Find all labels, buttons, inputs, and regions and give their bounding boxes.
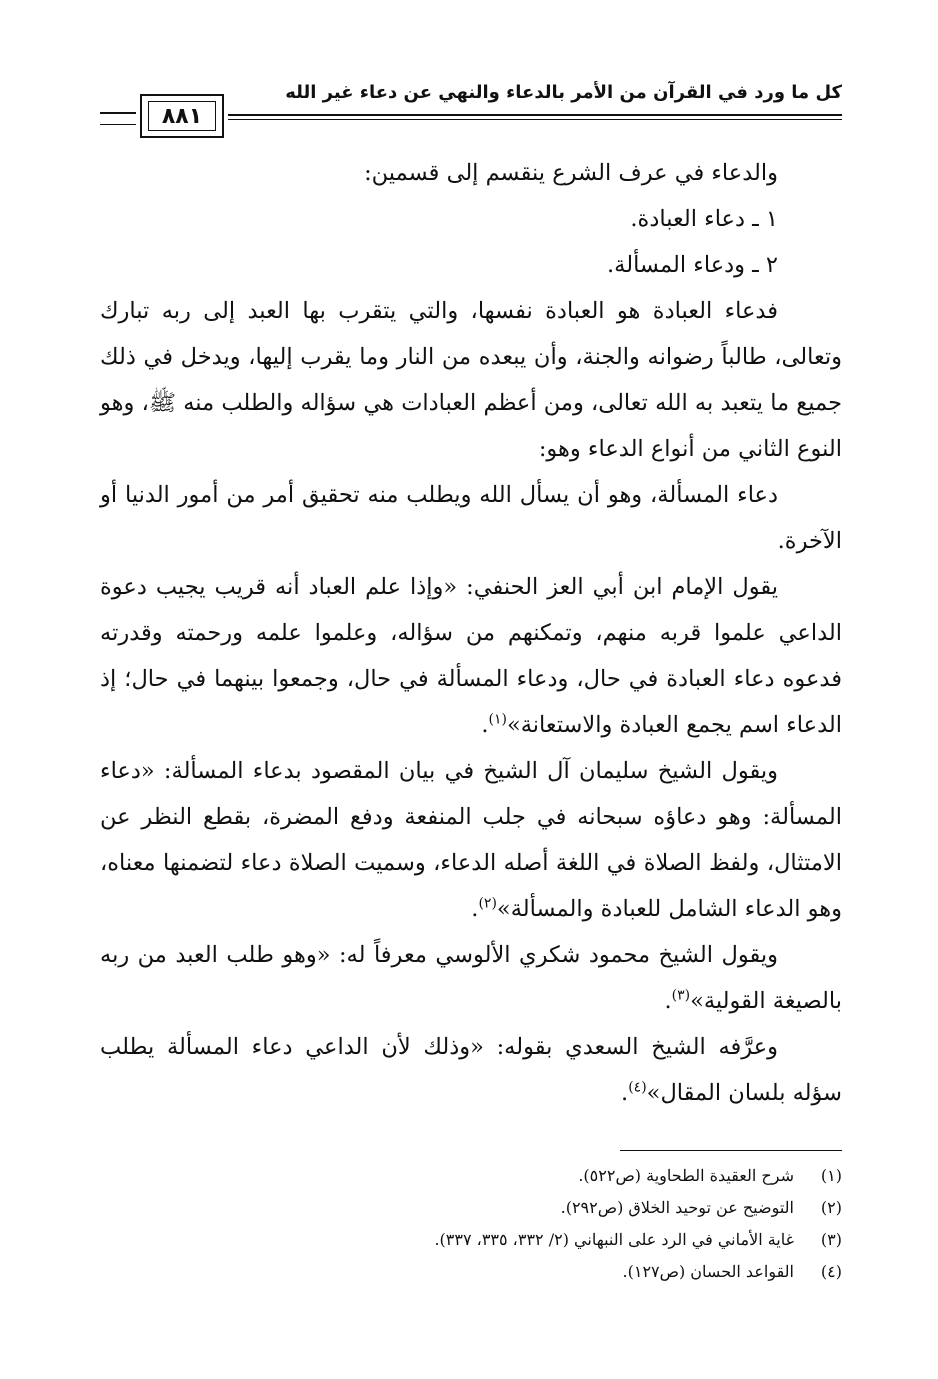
footnote-4 — [100, 1256, 842, 1288]
paragraph-6-text: وعرَّفه الشيخ السعدي بقوله: «وذلك لأن الداعي دعاء المسألة يطلب سؤله بلسان المقال» — [100, 1034, 842, 1106]
paragraph-5-text: ويقول الشيخ محمود شكري الألوسي معرفاً له: «وهو طلب العبد من ربه بالصيغة القولية» — [100, 942, 842, 1014]
paragraph-4-end: . — [471, 896, 479, 922]
paragraph-3-end: . — [481, 712, 489, 738]
page-header — [100, 72, 842, 142]
footnote-number: (١) — [820, 1166, 842, 1185]
body-text — [100, 150, 842, 1116]
footnote-text: غاية الأماني في الرد على النبهاني (٢/ ٣٣٢، ٣٣٥، ٣٣٧). — [434, 1230, 794, 1249]
paragraph-3 — [100, 564, 842, 748]
footnote-2 — [100, 1192, 842, 1224]
footnotes — [100, 1160, 842, 1288]
footnote-text: شرح العقيدة الطحاوية (ص٥٢٢). — [578, 1166, 794, 1185]
paragraph-3-text: يقول الإمام ابن أبي العز الحنفي: «وإذا علم العباد أنه قريب يجيب دعوة الداعي علموا قربه منهم، وتمكنهم من سؤاله، وعلموا علمه ورحمته وقدرته فدعوه دعاء العبادة في حال، ودعاء المسألة في حال، وجمعوا بينهما في حال؛ إذ الدعاء اسم يجمع العبادة والاستعانة» — [100, 574, 842, 738]
header-rule-left — [100, 112, 136, 125]
footnote-ref-4: (٤) — [628, 1079, 647, 1096]
running-title: كل ما ورد في القرآن من الأمر بالدعاء والنهي عن دعاء غير الله — [285, 82, 842, 103]
footnote-number: (٣) — [820, 1230, 842, 1249]
footnote-ref-2: (٢) — [478, 895, 497, 912]
paragraph-6 — [100, 1024, 842, 1116]
page-number-frame — [140, 94, 224, 138]
page-number: ٨٨١ — [148, 101, 216, 131]
footnote-number: (٤) — [820, 1262, 842, 1281]
footnote-ref-1: (١) — [488, 711, 507, 728]
paragraph-5-end: . — [664, 988, 672, 1014]
list-item-2: ٢ ـ ودعاء المسألة. — [607, 252, 778, 278]
footnote-3 — [100, 1224, 842, 1256]
intro-line: والدعاء في عرف الشرع ينقسم إلى قسمين: — [364, 160, 778, 186]
footnote-ref-3: (٣) — [671, 987, 691, 1004]
footnote-number: (٢) — [820, 1198, 842, 1217]
paragraph-2: دعاء المسألة، وهو أن يسأل الله ويطلب منه تحقيق أمر من أمور الدنيا أو الآخرة. — [100, 482, 842, 554]
header-rule-thick — [228, 114, 842, 116]
paragraph-5 — [100, 932, 842, 1024]
footnote-1 — [100, 1160, 842, 1192]
footnote-text: القواعد الحسان (ص١٢٧). — [622, 1262, 794, 1281]
paragraph-4-text: ويقول الشيخ سليمان آل الشيخ في بيان المقصود بدعاء المسألة: «دعاء المسألة: وهو دعاؤه سبحانه في جلب المنفعة ودفع المضرة، بقطع النظر عن الامتثال، ولفظ الصلاة في اللغة أصله الدعاء، وسميت الصلاة دعاء لتضمنها معناه، وهو الدعاء الشامل للعبادة والمسألة» — [100, 758, 842, 922]
paragraph-4 — [100, 748, 842, 932]
header-rule-thin — [228, 119, 842, 120]
footnote-separator — [620, 1150, 842, 1151]
paragraph-1: فدعاء العبادة هو العبادة نفسها، والتي يتقرب بها العبد إلى ربه تبارك وتعالى، طالباً رضوانه والجنة، وأن يبعده من النار وما يقرب إليها، ويدخل في ذلك جميع ما يتعبد به الله تعالى، ومن أعظم العبادات هي سؤاله والطلب منه ﷺ، وهو النوع الثاني من أنواع الدعاء وهو: — [100, 298, 842, 462]
footnote-text: التوضيح عن توحيد الخلاق (ص٢٩٢). — [560, 1198, 794, 1217]
list-item-1: ١ ـ دعاء العبادة. — [630, 206, 778, 232]
paragraph-6-end: . — [621, 1080, 629, 1106]
